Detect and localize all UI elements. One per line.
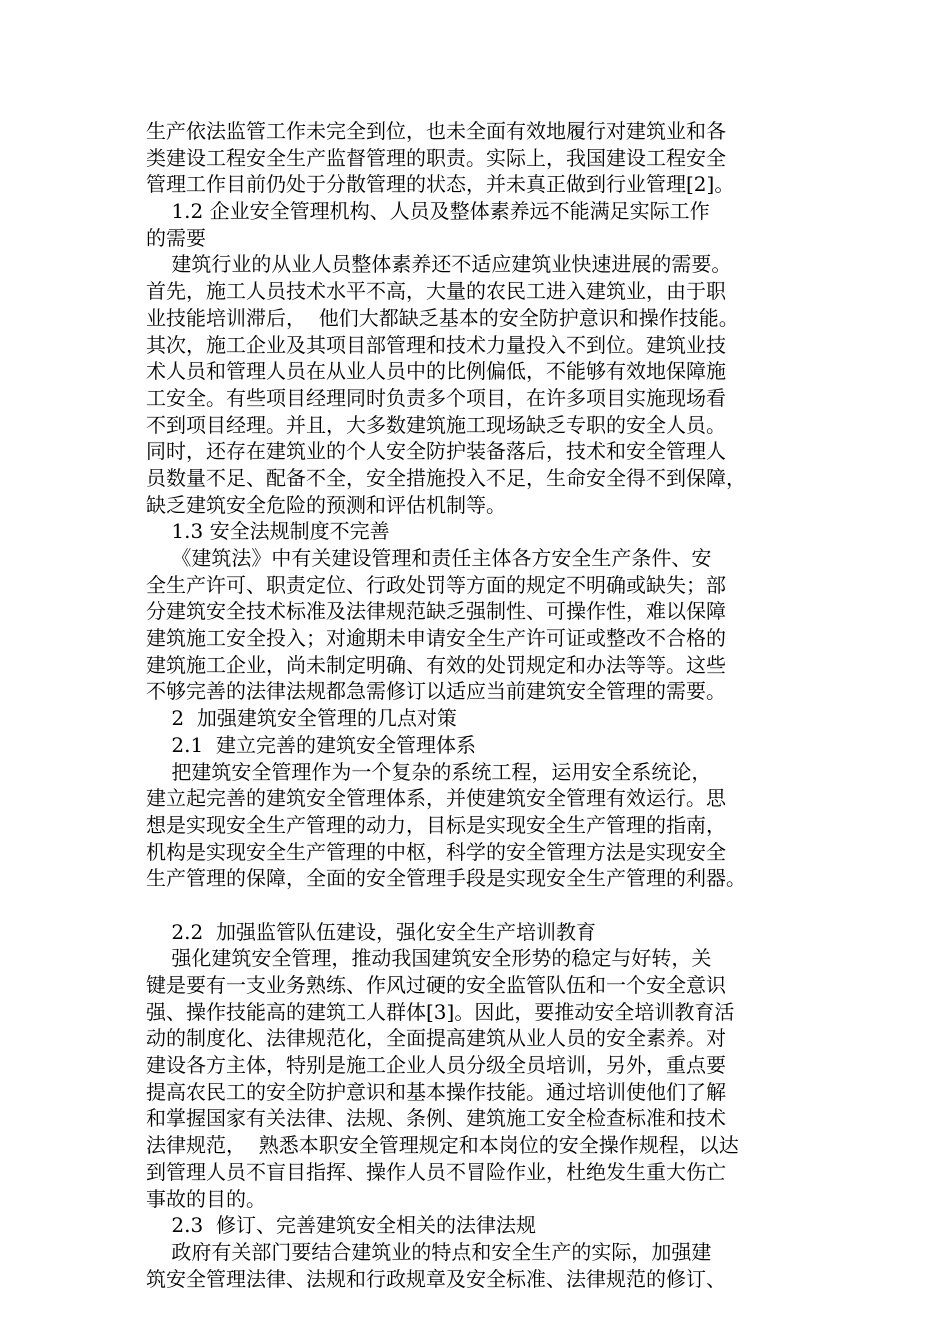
- section-heading-1-2: 1.2 企业安全管理机构、人员及整体素养远不能满足实际工作: [146, 199, 710, 224]
- text-line: 和掌握国家有关法律、法规、条例、建筑施工安全检查标准和技术: [146, 1106, 726, 1131]
- text-line: 键是要有一支业务熟练、作风过硬的安全监管队伍和一个安全意识: [146, 973, 726, 997]
- text-line: 强、操作技能高的建筑工人群体[3]。因此，要推动安全培训教育活: [146, 999, 735, 1024]
- blank-line: [146, 892, 806, 919]
- text-line: 首先，施工人员技术水平不高，大量的农民工进入建筑业，由于职: [146, 279, 726, 304]
- text-line: 法律规范， 熟悉本职安全管理规定和本岗位的安全操作规程，以达: [146, 1133, 739, 1158]
- text-line: 业技能培训滞后， 他们大都缺乏基本的安全防护意识和操作技能。: [146, 305, 739, 330]
- text-line: 事故的目的。: [146, 1186, 266, 1211]
- text-line: 政府有关部门要结合建筑业的特点和安全生产的实际，加强建: [146, 1239, 712, 1264]
- section-heading-2-2: 2.2 加强监管队伍建设，强化安全生产培训教育: [146, 919, 596, 944]
- section-heading-2: 2 加强建筑安全管理的几点对策: [146, 706, 457, 731]
- text-line: 建筑行业的从业人员整体素养还不适应建筑业快速进展的需要。: [146, 252, 732, 277]
- text-line: 动的制度化、法律规范化，全面提高建筑从业人员的安全素养。对: [146, 1026, 726, 1051]
- document-body: [146, 118, 806, 1292]
- text-line: 建设各方主体，特别是施工企业人员分级全员培训，另外，重点要: [146, 1053, 726, 1078]
- text-line: 想是实现安全生产管理的动力，目标是实现安全生产管理的指南，: [146, 812, 726, 837]
- section-heading-2-3: 2.3 修订、完善建筑安全相关的法律法规: [146, 1213, 536, 1238]
- text-line: 把建筑安全管理作为一个复杂的系统工程，运用安全系统论，: [146, 759, 712, 784]
- text-line: 术人员和管理人员在从业人员中的比例偏低，不能够有效地保障施: [146, 359, 726, 384]
- text-line: 缺乏建筑安全危险的预测和评估机制等。: [146, 492, 506, 517]
- text-line: 《建筑法》中有关建设管理和责任主体各方安全生产条件、安: [146, 546, 712, 570]
- text-line: 建立起完善的建筑安全管理体系，并使建筑安全管理有效运行。思: [146, 786, 726, 811]
- text-line: 到管理人员不盲目指挥、操作人员不冒险作业，杜绝发生重大伤亡: [146, 1159, 726, 1184]
- text-line: 强化建筑安全管理，推动我国建筑安全形势的稳定与好转，关: [146, 946, 712, 971]
- text-line: 提高农民工的安全防护意识和基本操作技能。通过培训使他们了解: [146, 1079, 726, 1104]
- text-line: 不够完善的法律法规都急需修订以适应当前建筑安全管理的需要。: [146, 679, 726, 704]
- text-line: 建筑施工安全投入；对逾期未申请安全生产许可证或整改不合格的: [146, 626, 726, 651]
- text-line: 类建设工程安全生产监督管理的职责。实际上，我国建设工程安全: [146, 145, 726, 170]
- text-line: 全生产许可、职责定位、行政处罚等方面的规定不明确或缺失；部: [146, 572, 726, 597]
- text-line: 不到项目经理。并且，大多数建筑施工现场缺乏专职的安全人员。: [146, 412, 726, 437]
- section-heading-1-2-cont: 的需要: [146, 225, 206, 250]
- text-line: 管理工作目前仍处于分散管理的状态，并未真正做到行业管理[2]。: [146, 172, 735, 197]
- text-line: 工安全。有些项目经理同时负责多个项目，在许多项目实施现场看: [146, 385, 726, 410]
- section-heading-1-3: 1.3 安全法规制度不完善: [146, 519, 390, 544]
- text-line: 同时，还存在建筑业的个人安全防护装备落后，技术和安全管理人: [146, 439, 726, 464]
- text-line: 机构是实现安全生产管理的中枢，科学的安全管理方法是实现安全: [146, 839, 726, 864]
- text-line: 筑安全管理法律、法规和行政规章及安全标准、法律规范的修订、: [146, 1266, 726, 1291]
- text-line: 其次，施工企业及其项目部管理和技术力量投入不到位。建筑业技: [146, 332, 726, 357]
- section-heading-2-1: 2.1 建立完善的建筑安全管理体系: [146, 732, 476, 757]
- text-line: 建筑施工企业，尚未制定明确、有效的处罚规定和办法等等。这些: [146, 652, 726, 677]
- text-line: 员数量不足、配备不全，安全措施投入不足，生命安全得不到保障，: [146, 465, 746, 490]
- text-line: 生产依法监管工作未完全到位，也未全面有效地履行对建筑业和各: [146, 119, 726, 143]
- text-line: 生产管理的保障，全面的安全管理手段是实现安全生产管理的利器。: [146, 866, 746, 891]
- text-line: 分建筑安全技术标准及法律规范缺乏强制性、可操作性，难以保障: [146, 599, 726, 624]
